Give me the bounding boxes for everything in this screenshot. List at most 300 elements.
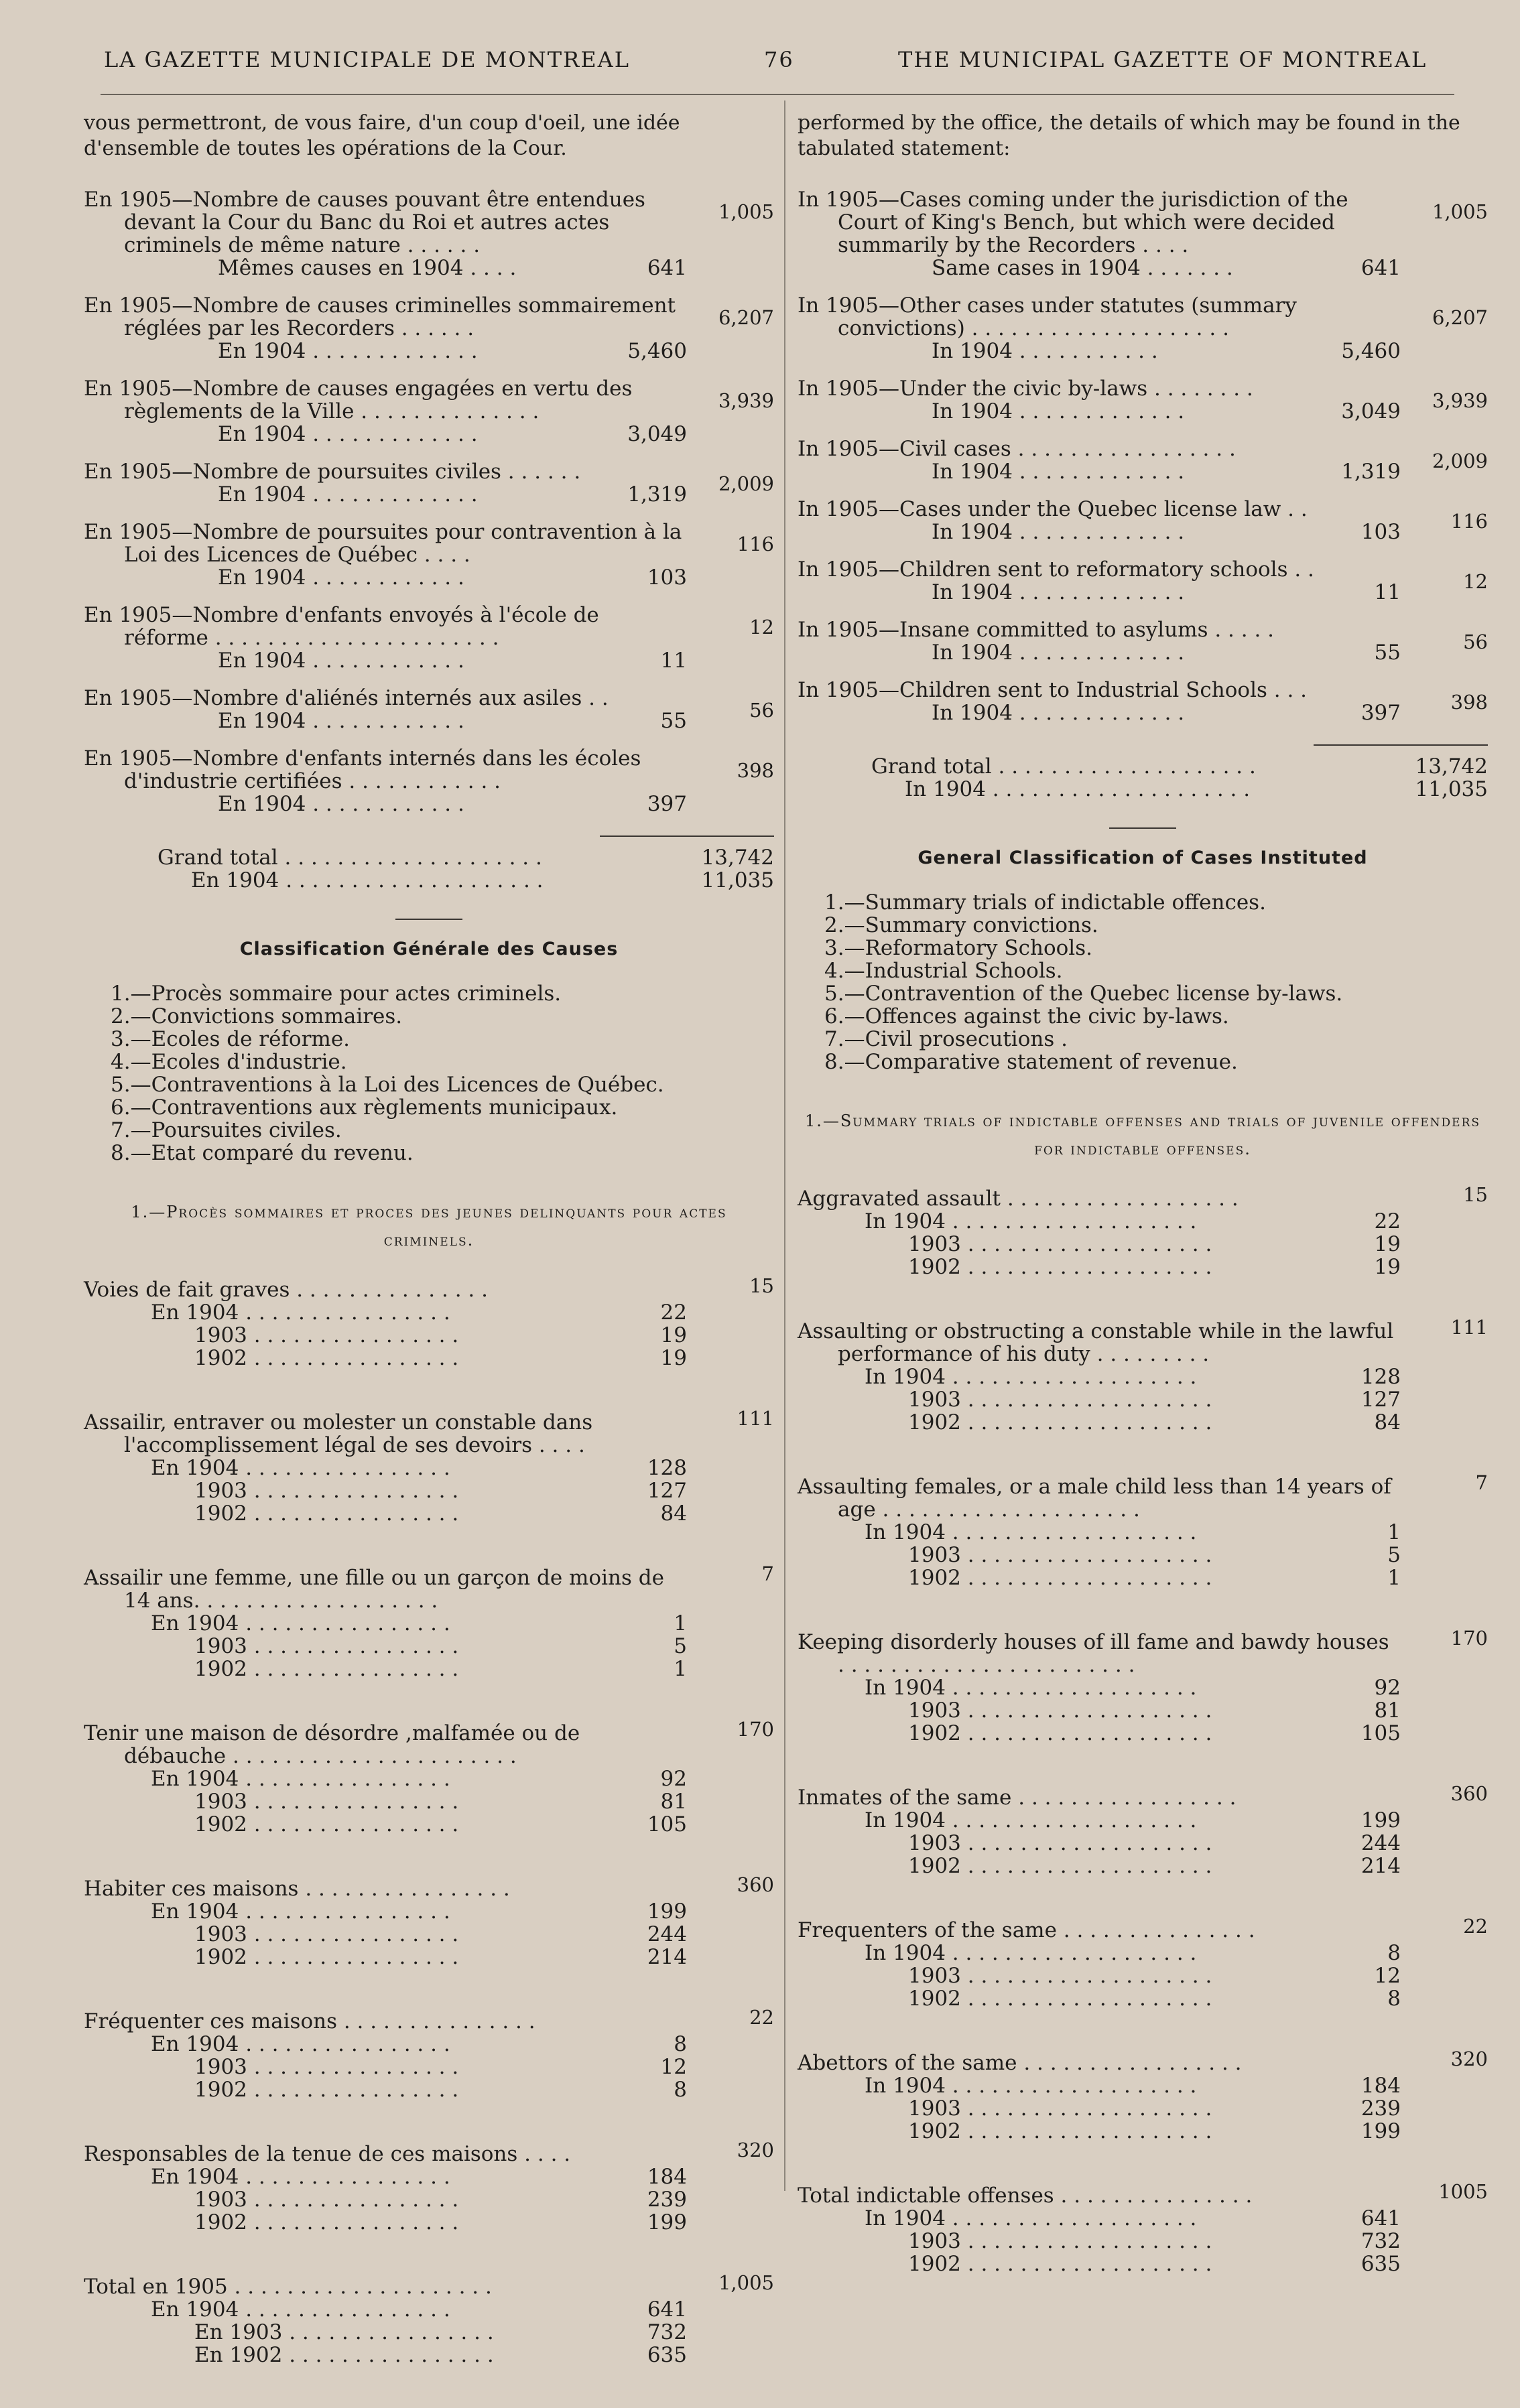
offense-year-row bbox=[798, 1699, 1401, 1722]
offense-label: Voies de fait graves . . . . . . . . . . . . . . . bbox=[84, 1278, 488, 1302]
case-previous-label: En 1904 . . . . . . . . . . . . bbox=[218, 792, 464, 816]
classification-item: 3.—Reformatory Schools. bbox=[824, 936, 1092, 960]
case-row bbox=[798, 294, 1488, 340]
offense-label: Total en 1905 . . . . . . . . . . . . . . . . . . . . bbox=[84, 2275, 492, 2299]
offense-year-row bbox=[798, 1832, 1401, 1855]
case-value: 398 bbox=[1450, 691, 1488, 714]
offense-year-row bbox=[798, 1676, 1401, 1699]
offense-year-label: 1903 . . . . . . . . . . . . . . . . . . . bbox=[908, 1543, 1212, 1567]
offense-year-row bbox=[84, 1612, 687, 1635]
offense-year-value: 128 bbox=[1360, 1365, 1401, 1389]
case-previous-label: En 1904 . . . . . . . . . . . . . bbox=[218, 422, 478, 446]
case-label: In 1905—Children sent to Industrial Schools . . . bbox=[798, 678, 1308, 702]
classification-title: Classification Générale des Causes bbox=[239, 939, 619, 959]
offense-year-row bbox=[798, 1855, 1401, 1877]
spacer bbox=[798, 362, 1488, 377]
offense-year-value: 635 bbox=[647, 2343, 687, 2367]
spacer bbox=[798, 483, 1488, 498]
offense-year-value: 184 bbox=[647, 2165, 687, 2189]
intro-text: performed by the office, the details of which may be found in the tabulated statement: bbox=[798, 111, 1460, 160]
offense-year-label: 1902 . . . . . . . . . . . . . . . . bbox=[194, 1657, 459, 1681]
case-previous-label: In 1904 . . . . . . . . . . . . . bbox=[932, 641, 1185, 665]
offense-label: Aggravated assault . . . . . . . . . . . . . . . . . . bbox=[798, 1187, 1239, 1211]
offense-label: Assailir une femme, une fille ou un garçon de moins de 14 ans. . . . . . . . . . . . . . . . . . . bbox=[84, 1566, 664, 1613]
offense-year-value: 12 bbox=[1374, 1964, 1401, 1988]
case-previous-row bbox=[798, 460, 1401, 483]
offense-year-label: 1903 . . . . . . . . . . . . . . . . bbox=[194, 1634, 459, 1658]
offense-year-value: 19 bbox=[660, 1323, 687, 1347]
offense-year-label: 1902 . . . . . . . . . . . . . . . . . . . bbox=[908, 2252, 1212, 2276]
offense-value: 22 bbox=[749, 2006, 774, 2029]
spacer bbox=[84, 815, 774, 830]
offense-year-label: En 1904 . . . . . . . . . . . . . . . . bbox=[151, 1300, 450, 1325]
offense-year-value: 22 bbox=[660, 1300, 687, 1325]
case-previous-label: In 1904 . . . . . . . . . . . . . bbox=[932, 580, 1185, 604]
offense-year-row bbox=[798, 1388, 1401, 1411]
offense-value: 7 bbox=[1475, 1471, 1488, 1494]
offense-year-value: 84 bbox=[660, 1501, 687, 1526]
offense-year-label: 1902 . . . . . . . . . . . . . . . . . . . bbox=[908, 1721, 1212, 1745]
offense-year-label: In 1904 . . . . . . . . . . . . . . . . . . . bbox=[865, 1209, 1197, 1233]
case-label: En 1905—Nombre d'aliénés internés aux asiles . . bbox=[84, 686, 609, 710]
offense-row bbox=[798, 2048, 1488, 2075]
classification-item: 1.—Procès sommaire pour actes criminels. bbox=[111, 982, 562, 1006]
grand-total-row bbox=[798, 755, 1488, 778]
offense-year-label: 1903 . . . . . . . . . . . . . . . . bbox=[194, 2055, 459, 2079]
offense-year-row bbox=[84, 1658, 687, 1680]
case-value: 2,009 bbox=[718, 472, 774, 495]
offense-year-row bbox=[798, 1411, 1401, 1434]
case-value: 6,207 bbox=[718, 306, 774, 329]
offense-year-label: En 1904 . . . . . . . . . . . . . . . . bbox=[151, 2032, 450, 2056]
summary-title: 1.—Procès sommaires et proces des jeunes delinquants pour actes criminels. bbox=[131, 1203, 727, 1250]
offense-row bbox=[84, 2006, 774, 2033]
offense-year-label: 1902 . . . . . . . . . . . . . . . . bbox=[194, 1812, 459, 1836]
case-previous-value: 1,319 bbox=[1341, 460, 1401, 484]
offense-row bbox=[84, 1274, 774, 1302]
case-row bbox=[798, 188, 1488, 257]
offense-row bbox=[84, 1407, 774, 1457]
classification-item: 7.—Civil prosecutions . bbox=[824, 1027, 1068, 1051]
offense-year-label: 1903 . . . . . . . . . . . . . . . . bbox=[194, 1922, 459, 1946]
offense-year-value: 635 bbox=[1360, 2252, 1401, 2276]
offense-value: 360 bbox=[1450, 1782, 1488, 1805]
offense-year-row bbox=[84, 2056, 687, 2078]
offense-year-row bbox=[84, 1457, 687, 1479]
case-label: En 1905—Nombre de poursuites pour contravention à la Loi des Licences de Québec . . . . bbox=[84, 520, 682, 567]
case-previous-row bbox=[798, 257, 1401, 279]
case-value: 1,005 bbox=[1432, 200, 1488, 223]
offense-year-label: 1902 . . . . . . . . . . . . . . . . . . . bbox=[908, 1566, 1212, 1590]
case-row bbox=[84, 747, 774, 793]
spacer bbox=[798, 423, 1488, 438]
offense-year-value: 214 bbox=[1360, 1854, 1401, 1878]
offense-row bbox=[798, 1471, 1488, 1522]
offense-year-row bbox=[84, 1946, 687, 1968]
grand-total-previous-row bbox=[798, 778, 1488, 801]
case-previous-value: 55 bbox=[1374, 641, 1401, 665]
offense-year-value: 1 bbox=[1387, 1520, 1401, 1544]
offense-value: 22 bbox=[1463, 1915, 1488, 1938]
offense-year-row bbox=[84, 2298, 687, 2321]
case-previous-value: 397 bbox=[1360, 701, 1401, 725]
case-previous-row bbox=[798, 340, 1401, 362]
case-label: In 1905—Cases coming under the jurisdiction of the Court of King's Bench, but which were decided summarily by the Recorders . . . . bbox=[798, 188, 1348, 257]
case-value: 116 bbox=[737, 533, 774, 555]
offense-value: 7 bbox=[761, 1562, 774, 1585]
case-row bbox=[84, 294, 774, 340]
offense-block bbox=[798, 1782, 1488, 1878]
offense-year-row bbox=[84, 1790, 687, 1813]
offense-year-row bbox=[798, 1256, 1401, 1278]
offense-block bbox=[84, 1407, 774, 1526]
case-previous-label: In 1904 . . . . . . . . . . . . . bbox=[932, 460, 1185, 484]
offense-year-label: En 1903 . . . . . . . . . . . . . . . . bbox=[194, 2320, 494, 2344]
grand-total-row bbox=[84, 846, 774, 869]
offense-year-row bbox=[798, 1544, 1401, 1566]
total-rule bbox=[600, 835, 774, 837]
offense-year-value: 244 bbox=[1360, 1831, 1401, 1855]
offense-year-row bbox=[798, 1521, 1401, 1544]
case-previous-label: In 1904 . . . . . . . . . . . . . bbox=[932, 399, 1185, 423]
offense-year-value: 128 bbox=[647, 1456, 687, 1480]
offense-year-value: 641 bbox=[647, 2297, 687, 2322]
offense-year-row bbox=[84, 1635, 687, 1658]
offense-year-value: 199 bbox=[1360, 2119, 1401, 2143]
spacer bbox=[798, 279, 1488, 294]
offense-year-label: En 1904 . . . . . . . . . . . . . . . . bbox=[151, 1611, 450, 1635]
case-previous-label: Mêmes causes en 1904 . . . . bbox=[218, 256, 517, 280]
offense-label: Tenir une maison de désordre ,malfamée ou de débauche . . . . . . . . . . . . . . . . . . . . . . bbox=[84, 1721, 580, 1768]
offense-label: Fréquenter ces maisons . . . . . . . . . . . . . . . bbox=[84, 2009, 535, 2033]
offense-value: 170 bbox=[737, 1718, 774, 1741]
case-previous-row bbox=[84, 340, 687, 362]
offense-value: 320 bbox=[737, 2139, 774, 2161]
offense-year-label: 1902 . . . . . . . . . . . . . . . . bbox=[194, 2078, 459, 2102]
offense-year-value: 8 bbox=[1387, 1987, 1401, 2011]
offense-year-row bbox=[798, 2207, 1401, 2230]
classification-item: 3.—Ecoles de réforme. bbox=[111, 1027, 351, 1051]
offense-year-row bbox=[84, 2033, 687, 2056]
offense-block bbox=[798, 1183, 1488, 1279]
offense-label: Keeping disorderly houses of ill fame and bawdy houses . . . . . . . . . . . . . . . . . . . . . . . bbox=[798, 1630, 1389, 1677]
case-previous-row bbox=[798, 701, 1401, 724]
offense-year-label: 1902 . . . . . . . . . . . . . . . . . . . bbox=[908, 1410, 1212, 1434]
case-label: En 1905—Nombre de causes criminelles sommairement réglées par les Recorders . . . . . . bbox=[84, 293, 676, 340]
offense-year-value: 1 bbox=[674, 1657, 687, 1681]
case-previous-row bbox=[84, 793, 687, 815]
offense-year-row bbox=[798, 1964, 1401, 1987]
case-value: 1,005 bbox=[718, 200, 774, 223]
case-row bbox=[84, 188, 774, 257]
case-previous-row bbox=[84, 649, 687, 672]
classification-item: 6.—Contraventions aux règlements municipaux. bbox=[111, 1095, 618, 1120]
offense-row bbox=[798, 1316, 1488, 1366]
header-right-title: THE MUNICIPAL GAZETTE OF MONTREAL bbox=[898, 47, 1428, 72]
section-rule bbox=[395, 919, 462, 920]
case-previous-value: 641 bbox=[647, 256, 687, 280]
spacer bbox=[84, 506, 774, 521]
offense-year-label: En 1904 . . . . . . . . . . . . . . . . bbox=[151, 1899, 450, 1924]
case-previous-value: 3,049 bbox=[1341, 399, 1401, 423]
english-column bbox=[798, 111, 1488, 2317]
case-value: 116 bbox=[1450, 510, 1488, 533]
case-previous-row bbox=[798, 581, 1401, 604]
offense-year-value: 199 bbox=[647, 1899, 687, 1924]
case-value: 398 bbox=[737, 759, 774, 782]
case-previous-value: 5,460 bbox=[627, 339, 687, 363]
summary-title: 1.—Summary trials of indictable offenses and trials of juvenile offenders for indictable offenses. bbox=[804, 1112, 1481, 1158]
offense-year-label: En 1902 . . . . . . . . . . . . . . . . bbox=[194, 2343, 494, 2367]
case-value: 12 bbox=[749, 616, 774, 639]
offense-row bbox=[84, 1562, 774, 1613]
offense-row bbox=[798, 1915, 1488, 1942]
spacer bbox=[798, 724, 1488, 739]
offense-year-label: 1903 . . . . . . . . . . . . . . . . . . . bbox=[908, 1232, 1212, 1256]
offense-year-value: 239 bbox=[647, 2188, 687, 2212]
offense-year-label: En 1904 . . . . . . . . . . . . . . . . bbox=[151, 1767, 450, 1791]
case-label: En 1905—Nombre de causes engagées en vertu des règlements de la Ville . . . . . . . . . . . . . . bbox=[84, 377, 633, 423]
offense-year-label: 1902 . . . . . . . . . . . . . . . . . . . bbox=[908, 1255, 1212, 1279]
case-value: 3,939 bbox=[1432, 389, 1488, 412]
offense-label: Responsables de la tenue de ces maisons . . . . bbox=[84, 2142, 571, 2166]
offense-row bbox=[84, 1873, 774, 1901]
case-previous-label: Same cases in 1904 . . . . . . . bbox=[932, 256, 1233, 280]
offense-year-row bbox=[84, 1923, 687, 1946]
offense-year-row bbox=[798, 2074, 1401, 2097]
offense-year-label: 1903 . . . . . . . . . . . . . . . . . . . bbox=[908, 2229, 1212, 2253]
offense-year-row bbox=[84, 1324, 687, 1347]
case-previous-row bbox=[84, 423, 687, 446]
offense-block bbox=[798, 1316, 1488, 1434]
offense-block bbox=[798, 1915, 1488, 2011]
offense-year-row bbox=[84, 1767, 687, 1790]
offense-year-row bbox=[84, 1900, 687, 1923]
offense-row bbox=[84, 2139, 774, 2166]
grand-total-previous-value: 11,035 bbox=[1415, 777, 1488, 801]
offense-year-label: 1903 . . . . . . . . . . . . . . . . . . . bbox=[908, 1831, 1212, 1855]
offense-year-row bbox=[798, 1722, 1401, 1745]
offense-year-row bbox=[798, 2120, 1401, 2143]
offense-value: 15 bbox=[749, 1274, 774, 1297]
offense-label: Habiter ces maisons . . . . . . . . . . . . . . . . bbox=[84, 1877, 510, 1901]
case-label: En 1905—Nombre d'enfants internés dans les écoles d'industrie certifiées . . . . . . . . . . . . bbox=[84, 746, 641, 793]
offense-year-value: 92 bbox=[660, 1767, 687, 1791]
intro-text: vous permettront, de vous faire, d'un coup d'oeil, une idée d'ensemble de toutes les opérations de la Cour. bbox=[84, 111, 680, 160]
offense-year-row bbox=[798, 2253, 1401, 2275]
offense-row bbox=[84, 1718, 774, 1768]
case-label: En 1905—Nombre d'enfants envoyés à l'école de réforme . . . . . . . . . . . . . . . . . . . . . . bbox=[84, 603, 599, 650]
offense-row bbox=[84, 2271, 774, 2299]
case-previous-label: En 1904 . . . . . . . . . . . . bbox=[218, 565, 464, 590]
offense-label: Abettors of the same . . . . . . . . . . . . . . . . . bbox=[798, 2051, 1242, 2075]
offense-year-row bbox=[84, 2321, 687, 2344]
offense-label: Inmates of the same . . . . . . . . . . . . . . . . . bbox=[798, 1786, 1237, 1810]
spacer bbox=[84, 362, 774, 377]
offense-block bbox=[798, 2180, 1488, 2276]
spacer bbox=[84, 589, 774, 604]
offense-year-value: 732 bbox=[647, 2320, 687, 2344]
classification-item: 5.—Contravention of the Quebec license by-laws. bbox=[824, 982, 1343, 1006]
offense-year-label: 1902 . . . . . . . . . . . . . . . . bbox=[194, 1501, 459, 1526]
classification-item: 8.—Etat comparé du revenu. bbox=[111, 1141, 414, 1165]
offense-block bbox=[84, 1562, 774, 1681]
offense-label: Assailir, entraver ou molester un constable dans l'accomplissement légal de ses devoirs . . . . bbox=[84, 1410, 593, 1457]
offense-year-value: 5 bbox=[674, 1634, 687, 1658]
offense-year-value: 127 bbox=[1360, 1388, 1401, 1412]
offense-year-value: 732 bbox=[1360, 2229, 1401, 2253]
header-left-title: LA GAZETTE MUNICIPALE DE MONTREAL bbox=[104, 47, 630, 72]
case-previous-row bbox=[84, 257, 687, 279]
offense-year-value: 184 bbox=[1360, 2074, 1401, 2098]
case-previous-value: 641 bbox=[1360, 256, 1401, 280]
grand-total-previous-row bbox=[84, 869, 774, 892]
offense-year-label: En 1904 . . . . . . . . . . . . . . . . bbox=[151, 1456, 450, 1480]
offense-year-row bbox=[798, 1233, 1401, 1256]
offense-year-label: In 1904 . . . . . . . . . . . . . . . . . . . bbox=[865, 1941, 1197, 1965]
classification-item: 4.—Industrial Schools. bbox=[824, 959, 1063, 983]
offense-year-label: 1903 . . . . . . . . . . . . . . . . . . . bbox=[908, 2096, 1212, 2121]
offense-year-value: 8 bbox=[674, 2032, 687, 2056]
offense-year-label: In 1904 . . . . . . . . . . . . . . . . . . . bbox=[865, 1808, 1197, 1832]
offense-year-row bbox=[798, 2230, 1401, 2253]
offense-year-label: 1903 . . . . . . . . . . . . . . . . bbox=[194, 1323, 459, 1347]
case-label: En 1905—Nombre de poursuites civiles . . . . . . bbox=[84, 460, 581, 484]
case-previous-row bbox=[798, 521, 1401, 543]
offense-year-label: 1903 . . . . . . . . . . . . . . . . . . . bbox=[908, 1698, 1212, 1723]
classification-item: 5.—Contraventions à la Loi des Licences de Québec. bbox=[111, 1073, 664, 1097]
case-label: In 1905—Civil cases . . . . . . . . . . . . . . . . . bbox=[798, 437, 1236, 461]
spacer bbox=[84, 446, 774, 460]
offense-year-label: 1902 . . . . . . . . . . . . . . . . bbox=[194, 1346, 459, 1370]
offense-year-row bbox=[84, 2211, 687, 2234]
offense-year-value: 199 bbox=[1360, 1808, 1401, 1832]
offense-year-value: 8 bbox=[674, 2078, 687, 2102]
offense-value: 15 bbox=[1463, 1183, 1488, 1206]
offense-block bbox=[798, 1627, 1488, 1745]
offense-block bbox=[84, 1873, 774, 1969]
spacer bbox=[84, 732, 774, 747]
offense-year-value: 105 bbox=[1360, 1721, 1401, 1745]
case-previous-value: 5,460 bbox=[1341, 339, 1401, 363]
offense-year-label: In 1904 . . . . . . . . . . . . . . . . . . . bbox=[865, 2206, 1197, 2230]
page-number: 76 bbox=[764, 47, 794, 72]
classification-item: 4.—Ecoles d'industrie. bbox=[111, 1050, 347, 1074]
case-label: En 1905—Nombre de causes pouvant être entendues devant la Cour du Banc du Roi et autres actes criminels de même nature . . . . . . bbox=[84, 188, 645, 257]
offense-label: Frequenters of the same . . . . . . . . . . . . . . . bbox=[798, 1918, 1255, 1942]
case-previous-row bbox=[84, 710, 687, 732]
case-label: In 1905—Under the civic by-laws . . . . . . . . bbox=[798, 377, 1253, 401]
offense-year-row bbox=[798, 1566, 1401, 1589]
grand-total-previous-label: In 1904 . . . . . . . . . . . . . . . . . . . . bbox=[905, 777, 1251, 801]
offense-block bbox=[84, 1718, 774, 1836]
offense-year-label: In 1904 . . . . . . . . . . . . . . . . . . . bbox=[865, 1365, 1197, 1389]
classification-item: 2.—Summary convictions. bbox=[824, 913, 1098, 937]
case-value: 6,207 bbox=[1432, 306, 1488, 329]
offense-value: 111 bbox=[1450, 1316, 1488, 1339]
grand-total-value: 13,742 bbox=[701, 846, 774, 870]
spacer bbox=[84, 672, 774, 687]
offense-year-label: 1902 . . . . . . . . . . . . . . . . . . . bbox=[908, 1854, 1212, 1878]
classification-item: 6.—Offences against the civic by-laws. bbox=[824, 1004, 1229, 1028]
case-row bbox=[84, 604, 774, 649]
grand-total-label: Grand total . . . . . . . . . . . . . . . . . . . . bbox=[157, 846, 542, 870]
offense-row bbox=[798, 2180, 1488, 2208]
offense-label: Assaulting females, or a male child less than 14 years of age . . . . . . . . . . . . . . . . . . . . bbox=[798, 1475, 1391, 1522]
offense-year-value: 641 bbox=[1360, 2206, 1401, 2230]
case-label: In 1905—Children sent to reformatory schools . . bbox=[798, 557, 1314, 582]
case-previous-value: 1,319 bbox=[627, 482, 687, 507]
case-previous-label: In 1904 . . . . . . . . . . . bbox=[932, 339, 1158, 363]
spacer bbox=[798, 543, 1488, 558]
case-previous-value: 103 bbox=[647, 565, 687, 590]
section-rule bbox=[1109, 827, 1176, 829]
offense-year-row bbox=[798, 1942, 1401, 1964]
offense-row bbox=[798, 1782, 1488, 1810]
classification-item: 1.—Summary trials of indictable offences. bbox=[824, 890, 1266, 915]
classification-title: General Classification of Cases Instituted bbox=[917, 848, 1368, 868]
offense-block bbox=[84, 2006, 774, 2102]
case-previous-label: In 1904 . . . . . . . . . . . . . bbox=[932, 701, 1185, 725]
offense-year-value: 84 bbox=[1374, 1410, 1401, 1434]
offense-block bbox=[798, 1471, 1488, 1590]
spacer bbox=[798, 604, 1488, 618]
classification-item: 8.—Comparative statement of revenue. bbox=[824, 1050, 1238, 1074]
offense-year-value: 19 bbox=[1374, 1232, 1401, 1256]
offense-block bbox=[84, 1274, 774, 1370]
offense-year-row bbox=[84, 1479, 687, 1502]
offense-year-value: 12 bbox=[660, 2055, 687, 2079]
offense-year-label: 1902 . . . . . . . . . . . . . . . . . . . bbox=[908, 1987, 1212, 2011]
spacer bbox=[798, 664, 1488, 679]
offense-year-label: 1903 . . . . . . . . . . . . . . . . . . . bbox=[908, 1964, 1212, 1988]
classification-item: 2.—Convictions sommaires. bbox=[111, 1004, 403, 1028]
offense-year-value: 244 bbox=[647, 1922, 687, 1946]
case-value: 3,939 bbox=[718, 389, 774, 412]
offense-row bbox=[798, 1627, 1488, 1677]
offense-label: Assaulting or obstructing a constable while in the lawful performance of his duty . . . . . . . . . bbox=[798, 1319, 1394, 1366]
offense-year-value: 1 bbox=[1387, 1566, 1401, 1590]
offense-year-value: 239 bbox=[1360, 2096, 1401, 2121]
offense-year-value: 19 bbox=[660, 1346, 687, 1370]
case-label: In 1905—Cases under the Quebec license law . . bbox=[798, 497, 1308, 521]
offense-year-value: 214 bbox=[647, 1945, 687, 1969]
grand-total-label: Grand total . . . . . . . . . . . . . . . . . . . . bbox=[871, 754, 1256, 779]
offense-block bbox=[84, 2139, 774, 2234]
offense-year-row bbox=[84, 2344, 687, 2366]
grand-total-previous-label: En 1904 . . . . . . . . . . . . . . . . . . . . bbox=[191, 868, 544, 892]
case-label: In 1905—Other cases under statutes (summary convictions) . . . . . . . . . . . . . . . . . . . . bbox=[798, 293, 1297, 340]
case-value: 12 bbox=[1463, 570, 1488, 593]
offense-year-row bbox=[84, 1301, 687, 1324]
total-rule bbox=[1314, 744, 1488, 746]
offense-year-value: 1 bbox=[674, 1611, 687, 1635]
case-previous-row bbox=[84, 566, 687, 589]
offense-value: 360 bbox=[737, 1873, 774, 1896]
case-previous-label: En 1904 . . . . . . . . . . . . bbox=[218, 649, 464, 673]
case-value: 56 bbox=[749, 699, 774, 722]
offense-year-row bbox=[798, 1987, 1401, 2010]
case-previous-value: 3,049 bbox=[627, 422, 687, 446]
offense-row bbox=[798, 1183, 1488, 1211]
offense-year-value: 81 bbox=[660, 1790, 687, 1814]
offense-year-value: 8 bbox=[1387, 1941, 1401, 1965]
offense-year-label: 1903 . . . . . . . . . . . . . . . . bbox=[194, 2188, 459, 2212]
offense-year-value: 22 bbox=[1374, 1209, 1401, 1233]
offense-year-row bbox=[84, 1813, 687, 1836]
offense-value: 1,005 bbox=[718, 2271, 774, 2294]
case-previous-value: 55 bbox=[660, 709, 687, 733]
